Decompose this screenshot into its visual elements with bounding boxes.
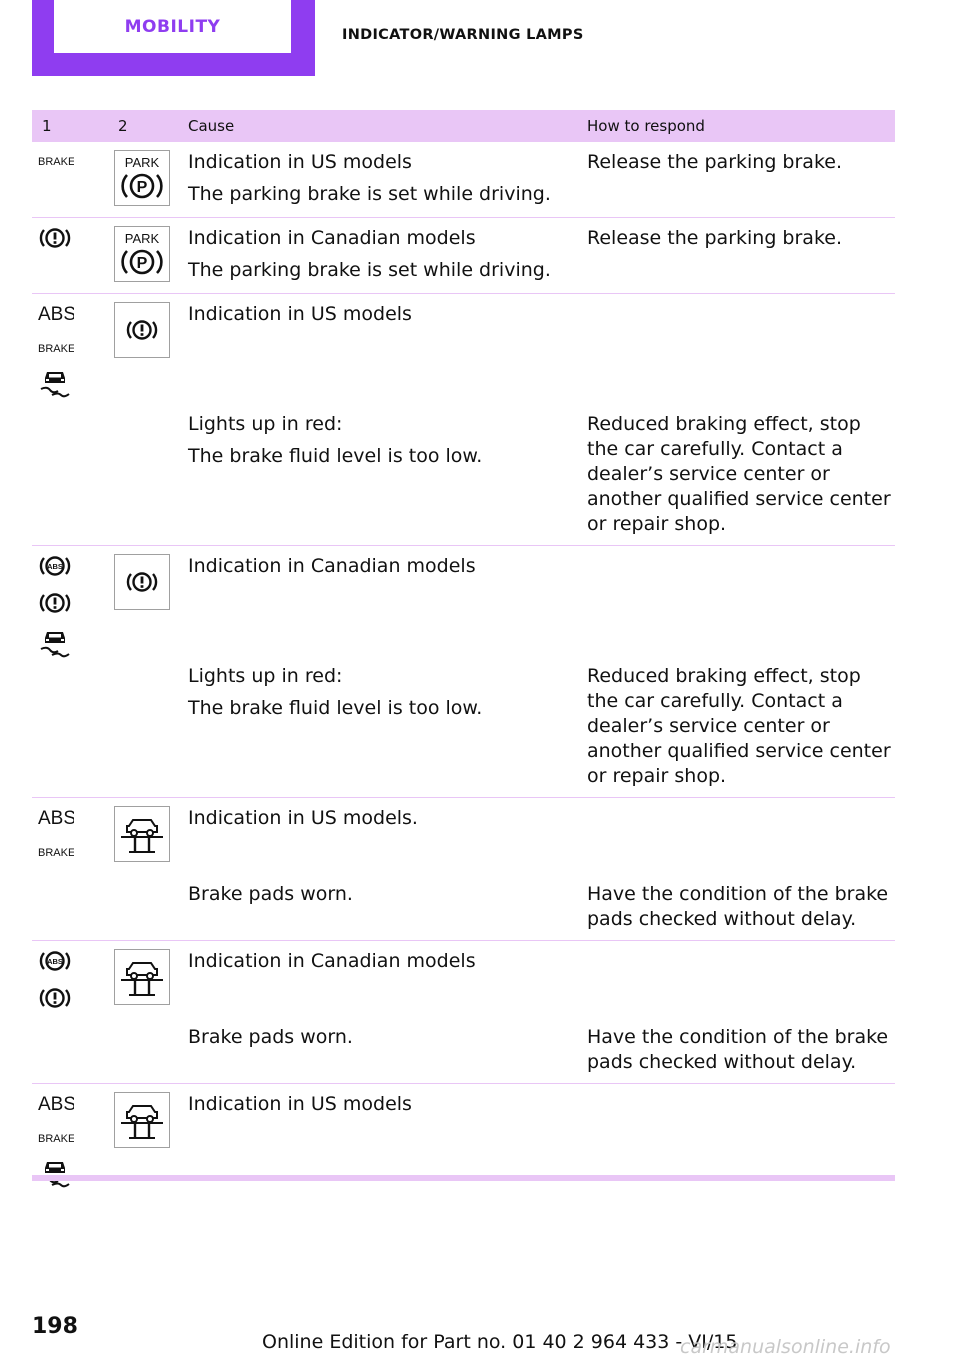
cause-cell: [178, 218, 577, 294]
table-bottom-bar: [32, 1175, 895, 1181]
lamp-cell-2: [108, 294, 178, 546]
indicator-table: [32, 110, 895, 1202]
section-tab-inner: [54, 0, 291, 53]
lamp-cell-2: [108, 546, 178, 798]
park-brake-icon: [114, 150, 170, 206]
cause-text: Indication in US models: [188, 1093, 412, 1115]
table-row: [32, 1084, 895, 1203]
abs-text-icon: [38, 302, 108, 331]
lamp-cell-2: [108, 798, 178, 941]
response-text: Have the condition of the brake pads checked without delay.: [587, 1026, 889, 1073]
car-lift-icon: [114, 1092, 170, 1148]
section-tab: [32, 0, 315, 76]
cause-cell: [178, 412, 577, 546]
page-number: 198: [32, 1314, 78, 1339]
page-title: INDICATOR/WARNING LAMPS: [342, 27, 584, 43]
svg-text:ABS: ABS: [47, 957, 63, 966]
svg-text:ABS: ABS: [38, 1094, 74, 1114]
column-header-1: 1: [32, 110, 108, 142]
table-row: [32, 546, 895, 665]
svg-text:P: P: [136, 179, 148, 196]
brake-text-icon: [38, 1127, 108, 1152]
cause-cell: [178, 664, 577, 798]
cause-text: Indication in Canadian models: [188, 950, 476, 972]
svg-text:ABS: ABS: [47, 562, 63, 571]
lamp-cell-1: [32, 218, 108, 294]
response-cell: [577, 546, 895, 665]
svg-text:ABS: ABS: [38, 808, 74, 828]
cause-text: The parking brake is set while driving.: [188, 183, 551, 205]
svg-text:BRAKE: BRAKE: [38, 847, 74, 859]
column-header-2: 2: [108, 110, 178, 142]
response-cell: [577, 1025, 895, 1084]
response-text: Reduced braking effect, stop the car carefully. Contact a dealer’s service center or another qualified service center or repair shop.: [587, 413, 891, 535]
lamp-cell-1: [32, 294, 108, 546]
cause-text: The parking brake is set while driving.: [188, 259, 551, 281]
cause-cell: [178, 1025, 577, 1084]
abs-text-icon: [38, 806, 108, 835]
table-row: [32, 294, 895, 413]
cause-text: Indication in US models: [188, 303, 412, 325]
cause-text: Brake pads worn.: [188, 1026, 353, 1048]
cause-text: Lights up in red:: [188, 665, 343, 687]
cause-text: The brake fluid level is too low.: [188, 697, 483, 719]
lamp-cell-1: [32, 142, 108, 218]
svg-text:PARK: PARK: [124, 155, 160, 170]
column-header-response: How to respond: [577, 110, 895, 142]
lamp-cell-2: [108, 1084, 178, 1203]
table-row: [32, 798, 895, 883]
skid-car-icon: [38, 628, 108, 665]
brake-text-icon: [38, 150, 108, 175]
cause-text: Indication in Canadian models: [188, 555, 476, 577]
response-cell: [577, 798, 895, 883]
footer-edition: Online Edition for Part no. 01 40 2 964 433 - VI/15: [262, 1331, 738, 1353]
lamp-cell-1: [32, 941, 108, 1084]
response-cell: [577, 1084, 895, 1203]
lamp-cell-2: [108, 142, 178, 218]
brake-warning-icon: [38, 591, 108, 622]
cause-cell: [178, 546, 577, 665]
cause-cell: [178, 294, 577, 413]
response-text: Reduced braking effect, stop the car carefully. Contact a dealer’s service center or another qualified service center or repair shop.: [587, 665, 891, 787]
cause-cell: [178, 941, 577, 1026]
response-cell: [577, 664, 895, 798]
response-cell: [577, 142, 895, 218]
lamp-cell-1: [32, 798, 108, 941]
cause-text: Indication in US models.: [188, 807, 418, 829]
brake-text-icon: [38, 337, 108, 362]
svg-text:BRAKE: BRAKE: [38, 343, 74, 355]
table-row: [32, 142, 895, 218]
svg-text:BRAKE: BRAKE: [38, 1133, 74, 1145]
response-cell: [577, 941, 895, 1026]
brake-text-icon: [38, 841, 108, 866]
table-row: [32, 941, 895, 1026]
table-header-row: [32, 110, 895, 142]
svg-text:PARK: PARK: [124, 231, 160, 246]
svg-text:ABS: ABS: [38, 304, 74, 324]
park-brake-icon: [114, 226, 170, 282]
response-cell: [577, 882, 895, 941]
lamp-cell-2: [108, 941, 178, 1084]
lamp-cell-2: [108, 218, 178, 294]
brake-warning-icon: [38, 986, 108, 1017]
abs-text-icon: [38, 1092, 108, 1121]
cause-text: Indication in Canadian models: [188, 227, 476, 249]
response-cell: [577, 294, 895, 413]
lamp-cell-1: [32, 546, 108, 798]
response-text: Release the parking brake.: [587, 227, 843, 249]
cause-cell: [178, 882, 577, 941]
abs-circle-icon: [38, 554, 108, 585]
cause-cell: [178, 1084, 577, 1203]
response-cell: [577, 218, 895, 294]
cause-cell: [178, 798, 577, 883]
table-row: [32, 218, 895, 294]
brake-warning-icon: [114, 554, 170, 610]
column-header-cause: Cause: [178, 110, 577, 142]
svg-text:P: P: [136, 255, 148, 272]
cause-cell: [178, 142, 577, 218]
cause-text: Lights up in red:: [188, 413, 343, 435]
car-lift-icon: [114, 949, 170, 1005]
table-body: [32, 142, 895, 1203]
section-tab-label: MOBILITY: [124, 16, 221, 37]
skid-car-icon: [38, 368, 108, 405]
abs-circle-icon: [38, 949, 108, 980]
brake-warning-icon: [114, 302, 170, 358]
brake-warning-icon: [38, 226, 108, 257]
response-text: Release the parking brake.: [587, 151, 843, 173]
watermark: carmanualsonline.info: [680, 1336, 891, 1358]
cause-text: Indication in US models: [188, 151, 412, 173]
lamp-cell-1: [32, 1084, 108, 1203]
svg-text:BRAKE: BRAKE: [38, 156, 74, 168]
car-lift-icon: [114, 806, 170, 862]
response-cell: [577, 412, 895, 546]
response-text: Have the condition of the brake pads checked without delay.: [587, 883, 889, 930]
cause-text: Brake pads worn.: [188, 883, 353, 905]
cause-text: The brake fluid level is too low.: [188, 445, 483, 467]
